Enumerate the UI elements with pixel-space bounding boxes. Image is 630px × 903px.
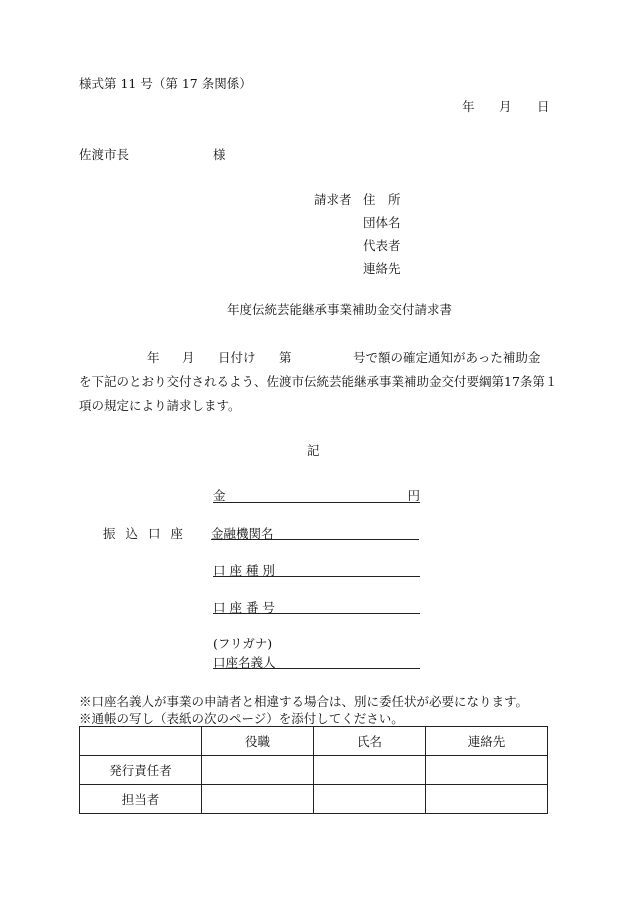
account-type-line [213,561,420,577]
requester-contact-label: 連絡先 [363,261,401,276]
issuer-name-cell[interactable] [314,756,426,785]
amount-line [213,486,420,503]
transfer-account-label: 振 込 口 座 [103,526,186,541]
issuer-contact-cell[interactable] [426,756,548,785]
amount-unit: 円 [407,488,420,503]
amount-label: 金 [213,488,226,503]
account-number-label: 口 座 番 号 [213,600,275,615]
person-in-charge-position-cell[interactable] [202,785,314,814]
requester-representative-label: 代表者 [363,238,401,253]
row-label-issuer: 発行責任者 [80,756,202,785]
person-in-charge-name-cell[interactable] [314,785,426,814]
addressee-name: 佐渡市長 [79,147,130,162]
date-month: 月 [499,99,512,114]
note-1: ※口座名義人が事業の申請者と相違する場合は、別に委任状が必要になります。 [79,694,529,709]
requester-label: 請求者 [314,192,352,207]
furigana-label: (フリガナ) [213,636,273,651]
body-dai: 第 [279,350,292,365]
table-header-blank [80,727,202,756]
requester-group-label: 団体名 [363,215,401,230]
account-holder-line [213,653,420,669]
body-day-dated: 日付け [218,350,256,365]
table-header-row [80,727,548,756]
addressee-honorific: 様 [213,147,226,162]
table-row [80,756,548,785]
responsibility-table [79,726,548,814]
issuer-position-cell[interactable] [202,756,314,785]
note-2: ※通帳の写し（表紙の次のページ）を添付してください。 [79,711,404,726]
body-line3: 項の規定により請求します。 [79,398,241,413]
table-header-name: 氏名 [314,727,426,756]
requester-address-label: 住 所 [363,192,401,207]
body-year: 年 [147,350,160,365]
table-header-contact: 連絡先 [426,727,548,756]
body-line1-rest: 号で額の確定通知があった補助金 [353,350,541,365]
row-label-person-in-charge: 担当者 [80,785,202,814]
date-year: 年 [462,99,475,114]
bank-name-line [211,524,419,540]
document-title: 年度伝統芸能継承事業補助金交付請求書 [227,302,453,317]
table-row [80,785,548,814]
date-day: 日 [537,99,550,114]
person-in-charge-contact-cell[interactable] [426,785,548,814]
table-header-position: 役職 [202,727,314,756]
body-month: 月 [182,350,195,365]
ki-heading: 記 [307,443,320,458]
body-line2: を下記のとおり交付されるよう、佐渡市伝統芸能継承事業補助金交付要綱第17条第１ [79,374,558,389]
account-holder-label: 口座名義人 [213,655,276,670]
account-number-line [213,598,420,614]
bank-name-label: 金融機関名 [211,526,274,541]
account-type-label: 口 座 種 別 [213,563,275,578]
form-number: 様式第 11 号（第 17 条関係） [79,76,252,91]
